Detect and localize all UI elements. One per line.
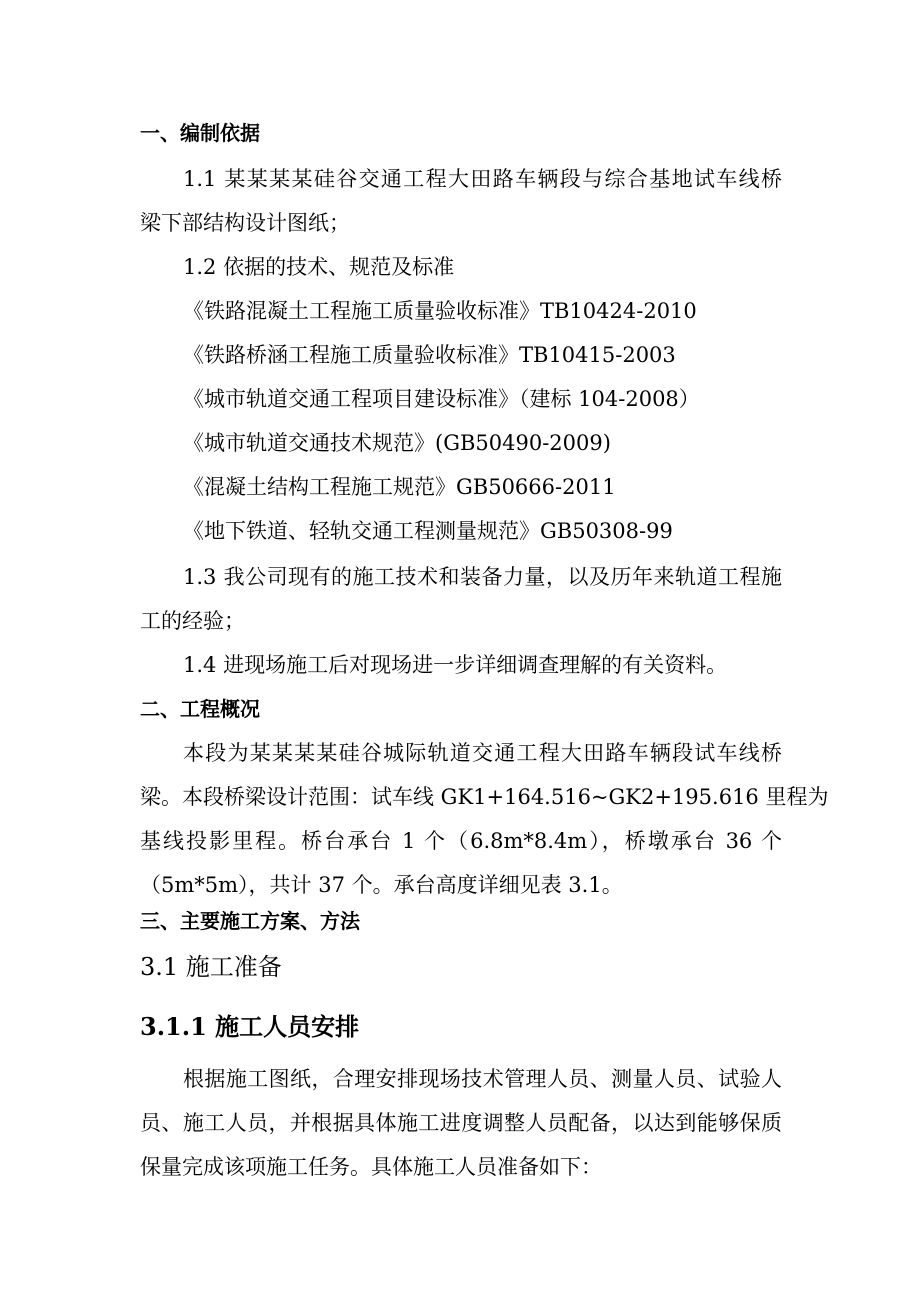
section-heading-overview: 二、工程概况 [140, 697, 260, 721]
paragraph-1-3-line2: 工的经验； [140, 609, 245, 633]
standard-item-1: 《铁路混凝土工程施工质量验收标准》TB10424-2010 [183, 299, 697, 323]
section-heading-basis: 一、编制依据 [140, 121, 260, 145]
staffing-line1: 根据施工图纸，合理安排现场技术管理人员、测量人员、试验人 [183, 1067, 782, 1091]
overview-line4: （5m*5m），共计 37 个。承台高度详细见表 3.1。 [140, 873, 623, 897]
standard-item-4: 《城市轨道交通技术规范》(GB50490-2009) [183, 431, 611, 455]
staffing-line2: 员、施工人员，并根据具体施工进度调整人员配备，以达到能够保质 [140, 1111, 782, 1135]
paragraph-1-3-line1: 1.3 我公司现有的施工技术和装备力量，以及历年来轨道工程施 [183, 565, 782, 589]
standard-item-2: 《铁路桥涵工程施工质量验收标准》TB10415-2003 [183, 343, 676, 367]
paragraph-1-1-line1: 1.1 某某某某硅谷交通工程大田路车辆段与综合基地试车线桥 [183, 167, 782, 191]
standard-item-3: 《城市轨道交通工程项目建设标准》（建标 104-2008） [183, 387, 700, 411]
section-heading-methods: 三、主要施工方案、方法 [140, 909, 360, 933]
staffing-line3: 保量完成该项施工任务。具体施工人员准备如下： [140, 1155, 602, 1179]
subheading-3-1-1: 3.1.1 施工人员安排 [140, 1012, 360, 1041]
standard-item-5: 《混凝土结构工程施工规范》GB50666-2011 [183, 475, 616, 499]
overview-line3: 基线投影里程。桥台承台 1 个（6.8m*8.4m），桥墩承台 36 个 [140, 829, 782, 853]
overview-line1: 本段为某某某某硅谷城际轨道交通工程大田路车辆段试车线桥 [183, 741, 782, 765]
standard-item-6: 《地下铁道、轻轨交通工程测量规范》GB50308-99 [183, 519, 673, 543]
paragraph-1-4: 1.4 进现场施工后对现场进一步详细调查理解的有关资料。 [183, 653, 728, 677]
subheading-3-1: 3.1 施工准备 [140, 953, 282, 981]
overview-line2: 梁。本段桥梁设计范围：试车线 GK1+164.516~GK2+195.616 里程为 [140, 785, 829, 809]
paragraph-1-1-line2: 梁下部结构设计图纸； [140, 211, 350, 235]
paragraph-1-2: 1.2 依据的技术、规范及标准 [183, 255, 455, 279]
